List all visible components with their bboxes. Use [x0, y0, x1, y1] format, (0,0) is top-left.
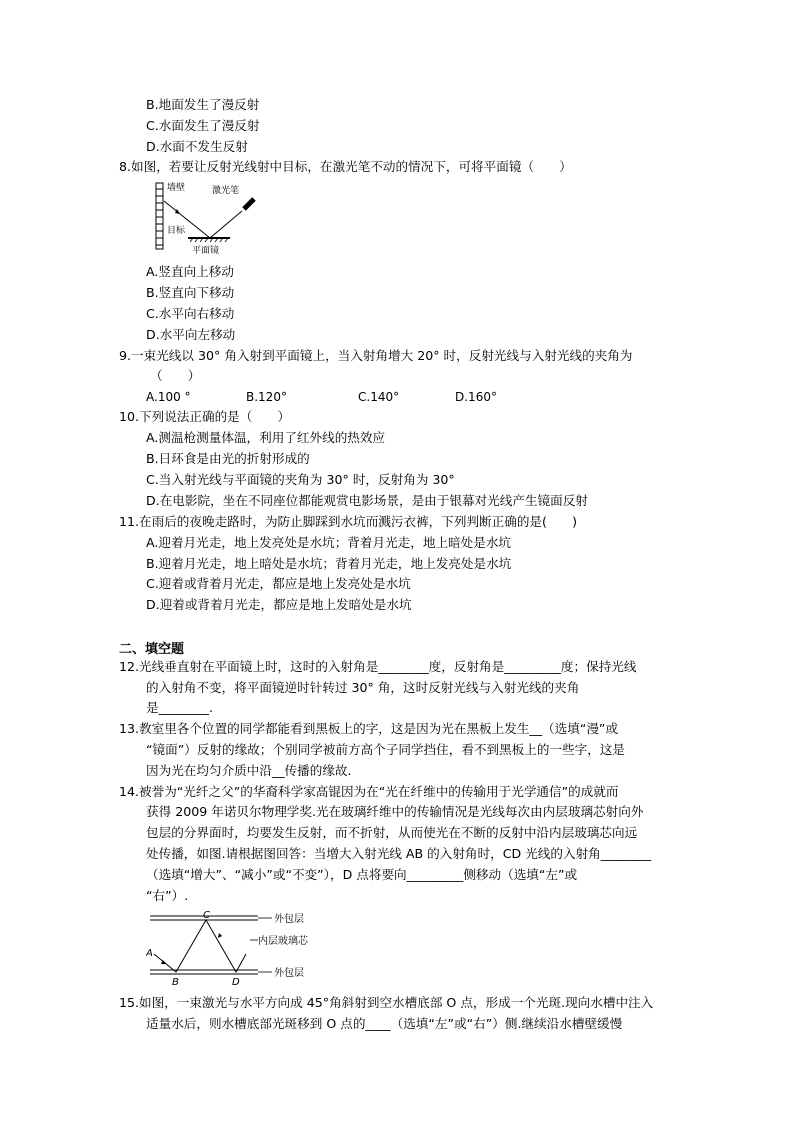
ray-arrow-icon — [175, 209, 180, 214]
q8-stem: 8.如图，若要让反射光线射中目标，在激光笔不动的情况下，可将平面镜（ ） — [119, 159, 572, 174]
outer-layer-top-label: 外包层 — [274, 914, 304, 925]
q7-option-c: C.水面发生了漫反射 — [146, 118, 260, 133]
q7-option-d: D.水面不发生反射 — [146, 139, 248, 154]
laser-pen — [244, 199, 254, 209]
q9-option-a: A.100 ° — [146, 390, 191, 404]
q14-line-1: 14.被誉为“光纤之父”的华裔科学家高锟因为在“光在纤维中的传输用于光学通信”的成就而 — [119, 784, 619, 799]
q12-line-2: 的入射角不变，将平面镜逆时针转过 30° 角，这时反射光线与入射光线的夹角 — [146, 680, 580, 695]
q7-option-b: B.地面发生了漫反射 — [146, 97, 260, 112]
q15-line-2: 适量水后，则水槽底部光斑移到 O 点的____（选填“左”或“右”）侧.继续沿水槽壁缓慢 — [146, 1016, 623, 1031]
q9-option-b: B.120° — [246, 390, 287, 404]
q8-figure — [150, 181, 280, 257]
q11-option-a: A.迎着月光走，地上发亮处是水坑；背着月光走，地上暗处是水坑 — [146, 535, 512, 550]
q11-option-d: D.迎着或背着月光走，都应是地上发暗处是水坑 — [146, 597, 412, 612]
q11-option-c: C.迎着或背着月光走，都应是地上发亮处是水坑 — [146, 576, 411, 591]
q10-option-b: B.日环食是由光的折射形成的 — [146, 451, 310, 466]
q15-line-1: 15.如图，一束激光与水平方向成 45°角斜射到空水槽底部 O 点，形成一个光斑.现向水槽中注入 — [119, 995, 654, 1010]
q14-line-4: 处传播，如图.请根据图回答：当增大入射光线 AB 的入射角时，CD 光线的入射角________ — [146, 846, 652, 861]
target-label: 目标 — [167, 226, 186, 236]
point-c-label: C — [203, 910, 210, 921]
light-path — [154, 920, 246, 972]
q11-option-b: B.迎着月光走，地上暗处是水坑；背着月光走，地上发亮处是水坑 — [146, 556, 512, 571]
q13-line-1: 13.教室里各个位置的同学都能看到黑板上的字，这是因为光在黑板上发生__（选填“漫”或 — [119, 721, 619, 736]
mirror-label: 平面镜 — [192, 246, 220, 256]
wall-hatching — [156, 183, 163, 249]
q14-line-5: （选填“增大”、“减小”或“不变”），D 点将要向_________侧移动（选填“左”或 — [146, 867, 578, 882]
incident-ray — [210, 211, 242, 238]
q14-line-3: 包层的分界面时，均要发生反射，而不折射，从而使光在不断的反射中沿内层玻璃芯向远 — [146, 825, 638, 840]
section-heading: 二、填空题 — [119, 642, 185, 657]
q9-paren: （ ） — [150, 368, 201, 383]
q14-line-2: 获得 2009 年诺贝尔物理学奖.光在玻璃纤维中的传输情况是光线每次由内层玻璃芯射向外 — [146, 804, 644, 819]
q14-line-6: “右”）. — [146, 888, 189, 903]
q12-line-1: 12.光线垂直射在平面镜上时，这时的入射角是________度，反射角是_________度；保持光线 — [119, 659, 637, 674]
q14-fiber-figure — [146, 910, 322, 990]
q9-option-d: D.160° — [455, 390, 497, 404]
inner-core-label: 内层玻璃芯 — [258, 936, 308, 947]
outer-layer-bottom-label: 外包层 — [274, 968, 304, 979]
q13-line-3: 因为光在均匀介质中沿__传播的缘故. — [146, 763, 352, 778]
q10-option-d: D.在电影院，坐在不同座位都能观赏电影场景，是由于银幕对光线产生镜面反射 — [146, 493, 588, 508]
arrow-icon — [218, 933, 222, 938]
point-d-label: D — [232, 977, 240, 988]
wall-label: 墙壁 — [167, 183, 186, 193]
q10-option-c: C.当入射光线与平面镜的夹角为 30° 时，反射角为 30° — [146, 472, 455, 487]
q12-line-3: 是________. — [146, 700, 213, 715]
q11-stem: 11.在雨后的夜晚走路时，为防止脚踩到水坑而溅污衣裤，下列判断正确的是( ) — [119, 514, 578, 529]
q8-option-d: D.水平向左移动 — [146, 327, 236, 342]
q8-option-a: A.竖直向上移动 — [146, 264, 234, 279]
q9-option-c: C.140° — [358, 390, 400, 404]
q8-option-c: C.水平向右移动 — [146, 306, 235, 321]
q13-line-2: “镜面”）反射的缘故；个别同学被前方高个子同学挡住，看不到黑板上的一些字，这是 — [146, 742, 626, 757]
point-a-label: A — [146, 948, 153, 959]
point-b-label: B — [172, 977, 179, 988]
q10-stem: 10.下列说法正确的是（ ） — [119, 409, 291, 424]
q8-option-b: B.竖直向下移动 — [146, 285, 235, 300]
q10-option-a: A.测温枪测量体温，利用了红外线的热效应 — [146, 430, 386, 445]
laser-label: 激光笔 — [212, 186, 240, 196]
q9-stem: 9.一束光线以 30° 角入射到平面镜上，当入射角增大 20° 时，反射光线与入射光线的夹角为 — [119, 348, 633, 363]
